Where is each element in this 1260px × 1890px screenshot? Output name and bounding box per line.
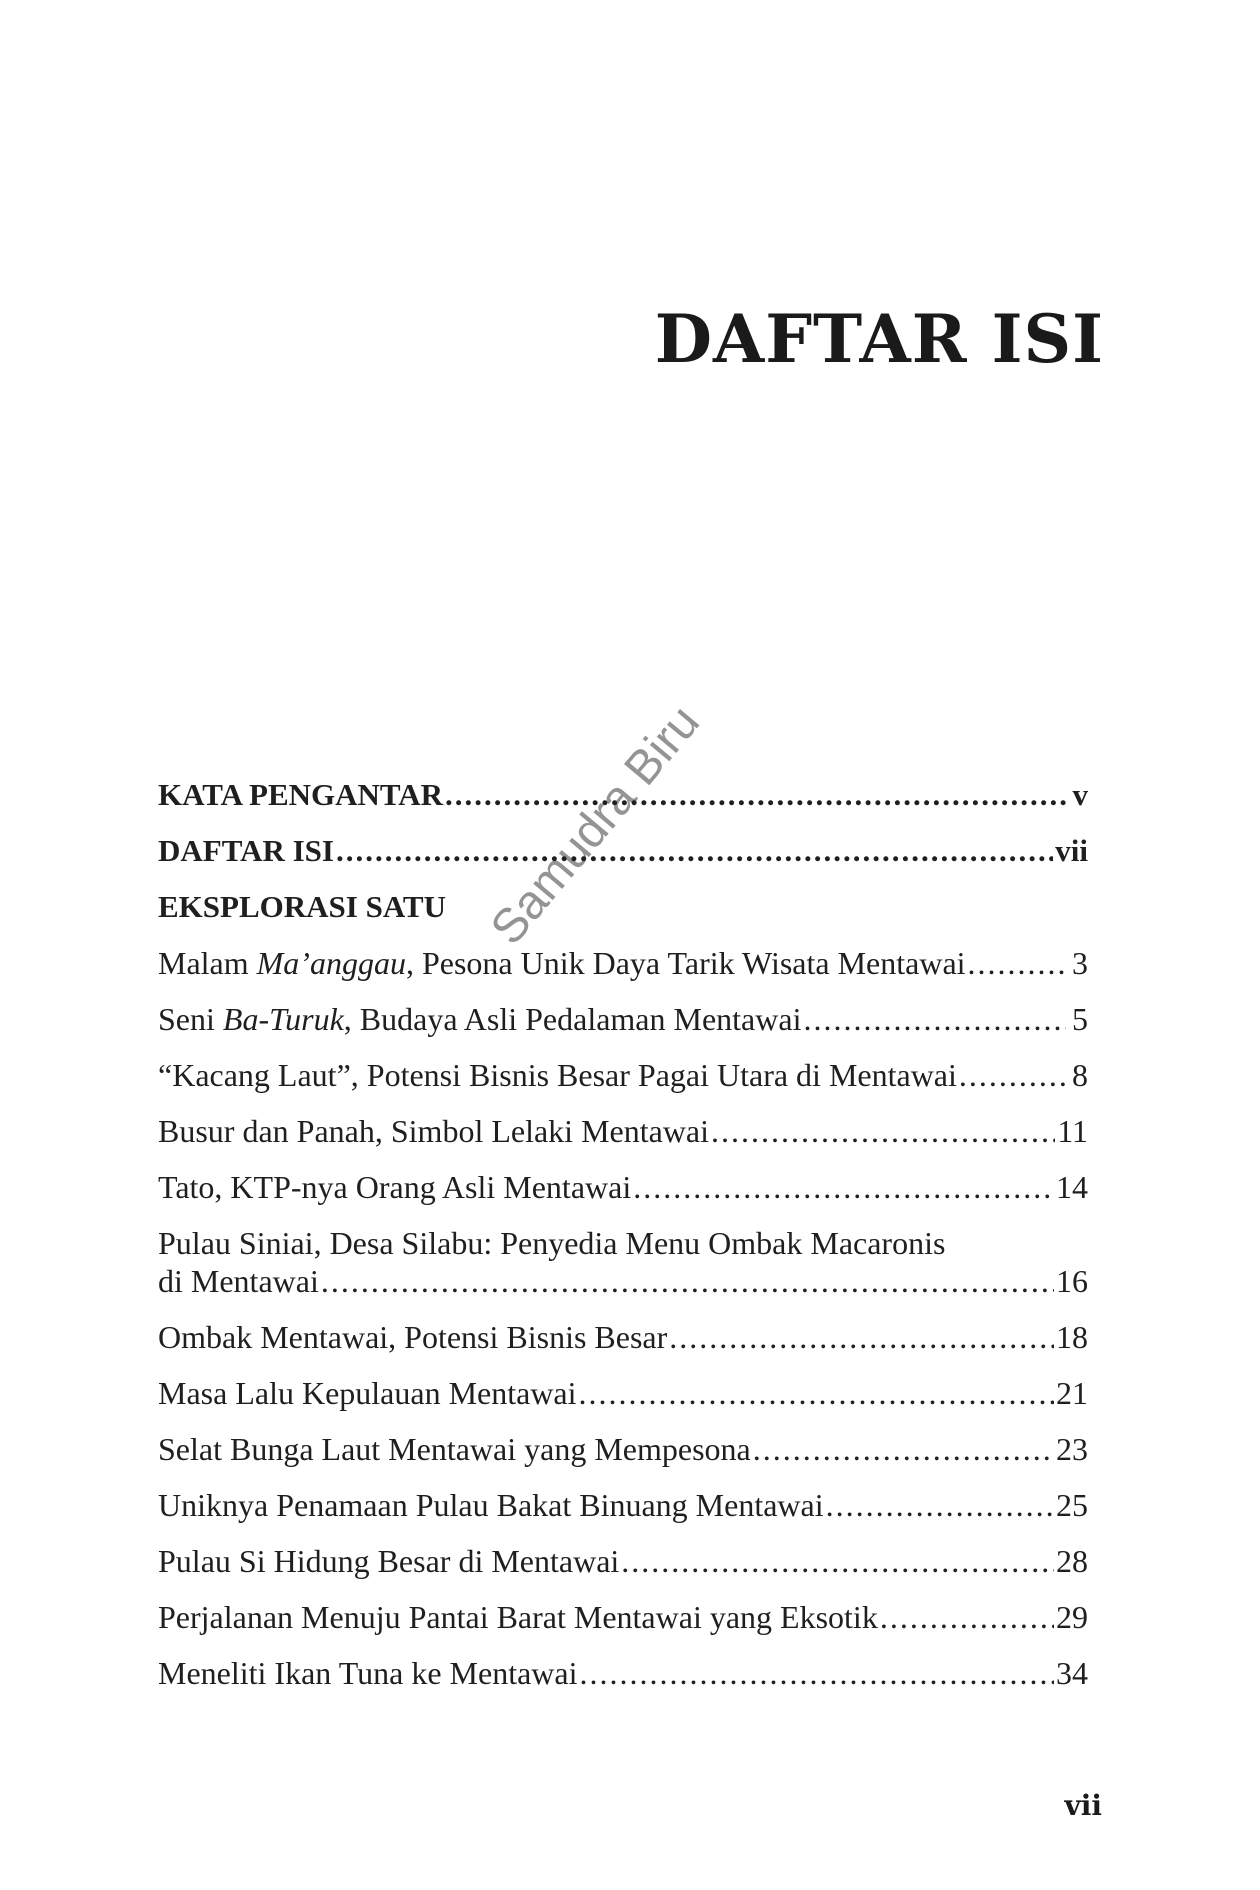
italic-term: Ma’anggau [256,945,406,981]
toc-entry[interactable] [158,1654,1088,1692]
toc-entry-title: Uniknya Penamaan Pulau Bakat Binuang Mentawai [158,1487,824,1523]
toc-entry-page: 5 [1072,1001,1088,1037]
section-heading-label: EKSPLORASI SATU [158,889,446,924]
toc-entry-page: 21 [1056,1375,1088,1411]
toc-entry-title: Malam Ma’anggau, Pesona Unik Daya Tarik Wisata Mentawai [158,945,966,981]
dot-leader [445,776,1066,814]
dot-leader [753,1430,1054,1468]
toc-entry-title: Seni Ba-Turuk, Budaya Asli Pedalaman Mentawai [158,1001,802,1037]
toc-entry-page: 16 [1056,1263,1088,1299]
toc-entry-page: 29 [1056,1599,1088,1635]
toc-entry[interactable] [158,1542,1088,1580]
toc-entry-page: vii [1055,833,1088,868]
table-of-contents [158,776,1088,1710]
toc-entry-page: 28 [1056,1543,1088,1579]
toc-entry[interactable] [158,1224,1088,1300]
toc-entry-page: 18 [1056,1319,1088,1355]
italic-term: Ba-Turuk [222,1001,344,1037]
toc-entry-title-line1: Pulau Siniai, Desa Silabu: Penyedia Menu Ombak Macaronis [158,1225,946,1261]
toc-entry-daftar-isi[interactable] [158,832,1088,870]
toc-entry-title: Meneliti Ikan Tuna ke Mentawai [158,1655,578,1691]
toc-entry[interactable] [158,1000,1088,1038]
toc-entry-page: v [1072,777,1088,812]
toc-entry-page: 14 [1056,1169,1088,1205]
dot-leader [803,1000,1066,1038]
dot-leader [959,1056,1066,1094]
toc-entry-page: 3 [1072,945,1088,981]
watermark: Samudra Biru [480,695,711,955]
toc-entry-title: KATA PENGANTAR [158,777,444,812]
toc-entry-title-line2: di Mentawai [158,1263,319,1299]
toc-entry-title: Perjalanan Menuju Pantai Barat Mentawai yang Eksotik [158,1599,878,1635]
toc-entry-page: 34 [1056,1655,1088,1691]
page-title: DAFTAR ISI [654,300,1104,378]
toc-entry-page: 11 [1057,1113,1088,1149]
toc-entry[interactable] [158,1598,1088,1636]
toc-entry[interactable] [158,1318,1088,1356]
dot-leader [711,1112,1055,1150]
toc-entry[interactable] [158,1486,1088,1524]
dot-leader [880,1598,1054,1636]
toc-entry-page: 25 [1056,1487,1088,1523]
dot-leader [579,1654,1054,1692]
toc-entry[interactable] [158,1430,1088,1468]
dot-leader [826,1486,1054,1524]
dot-leader [968,944,1066,982]
toc-entry-title: Selat Bunga Laut Mentawai yang Mempesona [158,1431,751,1467]
dot-leader [579,1374,1054,1412]
toc-entry-page: 23 [1056,1431,1088,1467]
toc-entry-page: 8 [1072,1057,1088,1093]
toc-entry-title: Ombak Mentawai, Potensi Bisnis Besar [158,1319,668,1355]
toc-entry[interactable] [158,944,1088,982]
toc-entry-kata-pengantar[interactable] [158,776,1088,814]
dot-leader [669,1318,1054,1356]
toc-entry[interactable] [158,1112,1088,1150]
page-number: vii [1064,1789,1102,1822]
toc-entry-title: Masa Lalu Kepulauan Mentawai [158,1375,577,1411]
toc-entry-title: DAFTAR ISI [158,833,334,868]
toc-entry[interactable] [158,1374,1088,1412]
toc-section-heading [158,888,1088,926]
toc-entry[interactable] [158,1056,1088,1094]
toc-entry-title: Tato, KTP-nya Orang Asli Mentawai [158,1169,632,1205]
dot-leader [621,1542,1054,1580]
dot-leader [633,1168,1054,1206]
toc-entry[interactable] [158,1168,1088,1206]
dot-leader [321,1262,1054,1300]
toc-entry-title: Busur dan Panah, Simbol Lelaki Mentawai [158,1113,710,1149]
dot-leader [336,832,1053,870]
toc-entry-title: “Kacang Laut”, Potensi Bisnis Besar Pagai Utara di Mentawai [158,1057,957,1093]
toc-entry-title: Pulau Si Hidung Besar di Mentawai [158,1543,620,1579]
